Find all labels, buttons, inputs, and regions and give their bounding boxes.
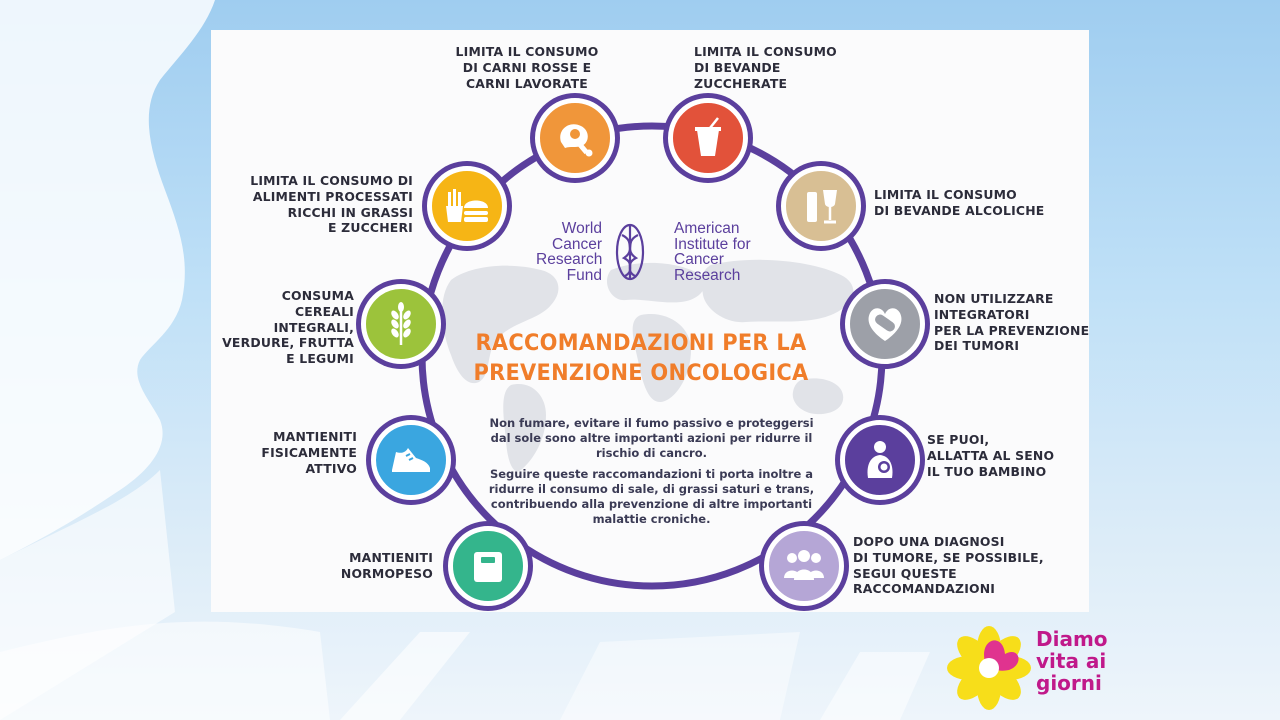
scale-icon xyxy=(448,526,528,606)
label-normal-weight: MANTIENITI NORMOPESO xyxy=(340,550,433,581)
people-group-icon xyxy=(764,526,844,606)
label-sugary-drinks: LIMITA IL CONSUMO DI BEVANDE ZUCCHERATE xyxy=(694,44,837,91)
infographic-title: RACCOMANDAZIONI PER LA PREVENZIONE ONCOLOGICA xyxy=(473,330,809,386)
meat-icon xyxy=(535,98,615,178)
label-physically-active: MANTIENITI FISICAMENTE ATTIVO xyxy=(261,429,357,476)
label-after-diagnosis: DOPO UNA DIAGNOSI DI TUMORE, SE POSSIBILE, SEGUI QUESTE RACCOMANDAZIONI xyxy=(853,534,1044,597)
paragraph-benefits: Seguire queste raccomandazioni ti porta inoltre a ridurre il consumo di sale, di grassi saturi e trans, contribuendo alla prevenzione di altre importanti malattie croniche. xyxy=(488,467,815,526)
wheat-icon xyxy=(361,284,441,364)
burger-fries-icon xyxy=(427,166,507,246)
running-shoe-icon xyxy=(371,420,451,500)
paragraph-smoking: Non fumare, evitare il fumo passivo e proteggersi dal sole sono altre importanti azioni per ridurre il rischio di cancro. xyxy=(489,416,814,460)
label-whole-grains: CONSUMA CEREALI INTEGRALI, VERDURE, FRUTTA E LEGUMI xyxy=(222,288,354,367)
caduceus-icon xyxy=(617,225,643,280)
label-red-meat: LIMITA IL CONSUMO DI CARNI ROSSE E CARNI LAVORATE xyxy=(455,44,599,91)
label-alcohol: LIMITA IL CONSUMO DI BEVANDE ALCOLICHE xyxy=(874,187,1045,218)
wine-glass-icon xyxy=(781,166,861,246)
org-wcrf-name: World Cancer Research Fund xyxy=(536,220,603,284)
infographic-card xyxy=(211,30,1089,612)
label-supplements: NON UTILIZZARE INTEGRATORI PER LA PREVENZIONE DEI TUMORI xyxy=(934,291,1089,354)
org-aicr-name: American Institute for Cancer Research xyxy=(674,220,751,284)
soda-cup-icon xyxy=(668,98,748,178)
label-processed-foods: LIMITA IL CONSUMO DI ALIMENTI PROCESSATI RICCHI IN GRASSI E ZUCCHERI xyxy=(250,173,413,236)
flower-logo-icon xyxy=(945,626,1033,710)
label-breastfeeding: SE PUOI, ALLATTA AL SENO IL TUO BAMBINO xyxy=(927,432,1055,479)
pill-icon xyxy=(845,284,925,364)
brand-name: Diamo vita ai giorni xyxy=(1036,627,1108,695)
breastfeeding-icon xyxy=(840,420,920,500)
